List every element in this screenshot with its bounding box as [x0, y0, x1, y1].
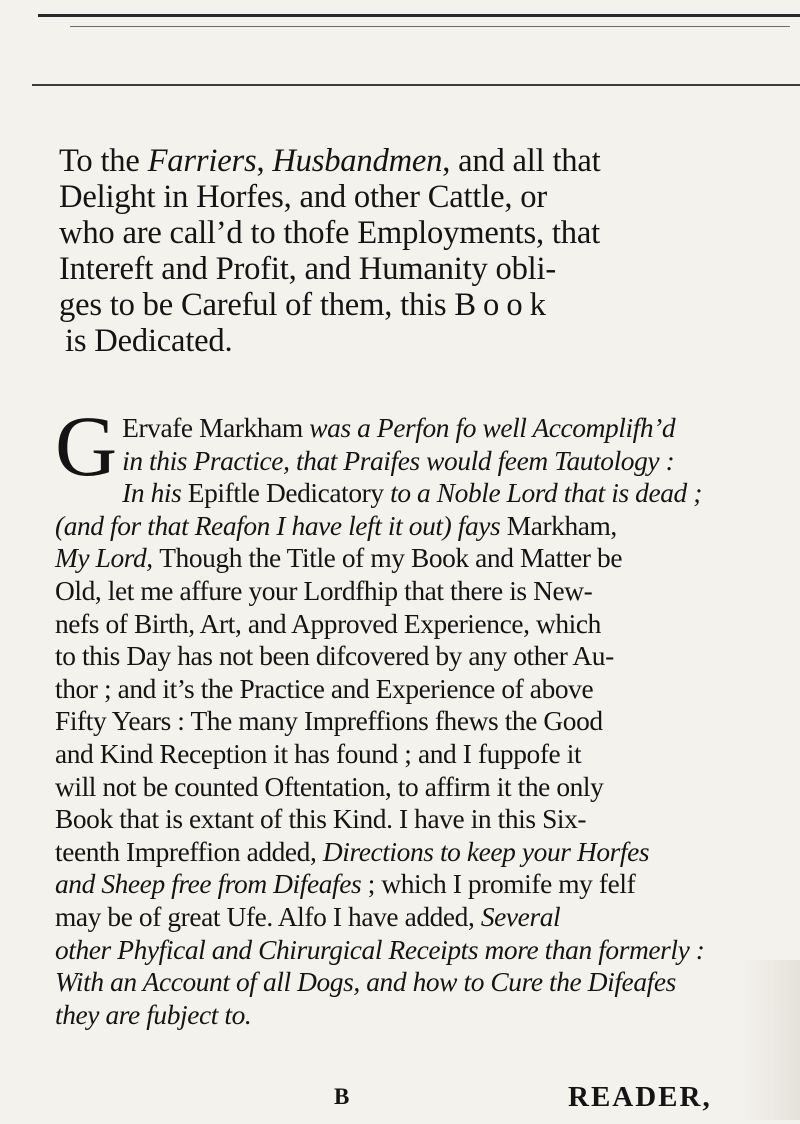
- text-line: Ervafe Markham was a Perfon fo well Accomplifh’d: [122, 413, 676, 443]
- text-line: Old, let me affure your Lordfhip that there is New-: [55, 575, 593, 606]
- husbandmen-word: Husbandmen: [272, 143, 443, 179]
- dedication-block: [59, 143, 779, 359]
- top-rule-thick: [38, 14, 800, 17]
- text-line: will not be counted Oftentation, to affirm it the only: [55, 771, 604, 802]
- drop-cap: G: [55, 398, 118, 494]
- book-word: Book: [454, 287, 553, 323]
- text-line: they are fubject to.: [55, 999, 252, 1030]
- text-line: in this Practice, that Praifes would feem Tautology :: [122, 445, 675, 476]
- text-line: thor ; and it’s the Practice and Experience of above: [55, 673, 594, 704]
- text-line: With an Account of all Dogs, and how to Cure the Difeafes: [55, 967, 676, 998]
- header-rule: [32, 84, 800, 86]
- dedication-line: ges to be Careful of them, this Book: [59, 287, 553, 323]
- preface-paragraph: [55, 398, 795, 1031]
- text-line: may be of great Ufe. Alfo I have added, Several: [55, 901, 561, 932]
- text-line: In his Epiftle Dedicatory to a Noble Lord that is dead ;: [122, 478, 702, 509]
- text-line: (and for that Reafon I have left it out) fays Markham,: [55, 510, 617, 541]
- text-line: teenth Impreffion added, Directions to keep your Horfes: [55, 836, 650, 867]
- farriers-word: Farriers: [147, 143, 257, 179]
- text-line: and Kind Reception it has found ; and I fuppofe it: [55, 738, 582, 769]
- dedication-line: is Dedicated.: [65, 323, 233, 359]
- text-line: other Phyfical and Chirurgical Receipts more than formerly :: [55, 934, 705, 965]
- dedication-line: Intereft and Profit, and Humanity obli-: [59, 251, 557, 287]
- dedication-line: Delight in Horfes, and other Cattle, or: [59, 179, 547, 215]
- dedication-line: who are call’d to thofe Employments, that: [59, 215, 600, 251]
- text-line: nefs of Birth, Art, and Approved Experience, which: [55, 608, 601, 639]
- top-rule-thin: [70, 26, 790, 27]
- signature-mark: B: [334, 1084, 350, 1109]
- catchword: READER,: [568, 1081, 712, 1113]
- text-line: Book that is extant of this Kind. I have in this Six-: [55, 804, 587, 835]
- text-line: to this Day has not been difcovered by any other Au-: [55, 641, 614, 672]
- text-line: My Lord, Though the Title of my Book and Matter be: [55, 543, 623, 574]
- text-line: Fifty Years : The many Impreffions fhews the Good: [55, 706, 603, 737]
- text-line: and Sheep free from Difeafes ; which I promife my felf: [55, 869, 636, 900]
- dedication-line: To the Farriers, Husbandmen, and all that: [59, 143, 601, 179]
